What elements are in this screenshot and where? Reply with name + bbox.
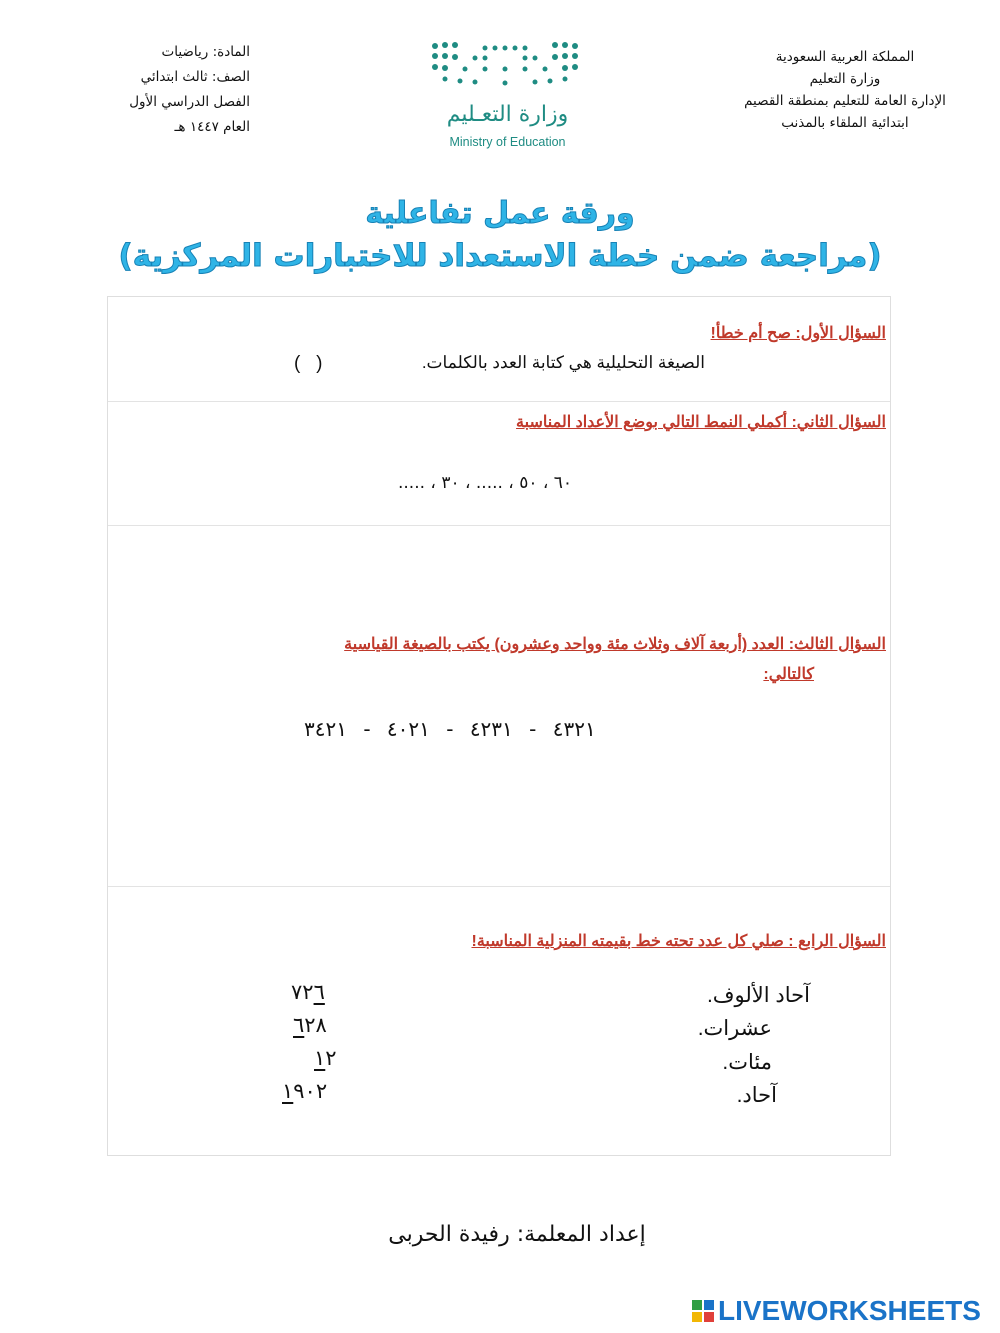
divider <box>108 886 890 887</box>
worksheet-title: ورقة عمل تفاعلية <box>365 196 635 231</box>
digits: ٧٢ <box>291 980 314 1004</box>
number-pattern[interactable]: ٦٠ ، ٥٠ ، ..... ، ٣٠ ، ..... <box>398 473 573 493</box>
questions-box <box>107 296 891 1156</box>
ministry-line: وزارة التعليم <box>809 71 881 87</box>
directorate-line: الإدارة العامة للتعليم بمنطقة القصيم <box>744 93 946 109</box>
digits: ٢٨ <box>304 1013 327 1037</box>
number-item[interactable] <box>282 1079 327 1103</box>
underlined-digit: ١ <box>282 1079 294 1103</box>
true-false-answer-box[interactable]: ( ) <box>294 353 323 374</box>
number-item[interactable] <box>314 1046 337 1070</box>
liveworksheets-watermark[interactable] <box>692 1293 981 1329</box>
author-credit: إعداد المعلمة: رفيدة الحربى <box>388 1222 646 1247</box>
ministry-logo <box>425 36 590 156</box>
term-line: الفصل الدراسي الأول <box>129 94 250 110</box>
divider <box>108 525 890 526</box>
number-item[interactable] <box>291 980 325 1004</box>
question-3-heading-line1: السؤال الثالث: العدد (أربعة آلاف وثلاث مئة وواحد وعشرون) يكتب بالصيغة القياسية <box>344 636 886 653</box>
underlined-digit: ٦ <box>313 980 325 1004</box>
grade-line: الصف: ثالث ابتدائي <box>140 69 250 85</box>
liveworksheets-text: LIVEWORKSHEETS <box>718 1295 981 1326</box>
digits: ٢ <box>325 1046 337 1070</box>
dots-logo-icon <box>425 36 590 102</box>
liveworksheets-logo-icon <box>692 1300 714 1322</box>
divider <box>108 401 890 402</box>
question-1-statement: الصيغة التحليلية هي كتابة العدد بالكلمات. <box>421 353 705 372</box>
school-line: ابتدائية الملقاء بالمذنب <box>781 115 909 131</box>
subject-line: المادة: رياضيات <box>161 44 250 60</box>
year-line: العام ١٤٤٧ هـ <box>174 119 250 135</box>
number-item[interactable] <box>293 1013 327 1037</box>
question-1-heading: السؤال الأول: صح أم خطأ! <box>710 325 886 342</box>
logo-arabic-text: وزارة التعـليم <box>446 102 569 127</box>
digits: ٩٠٢ <box>293 1079 328 1103</box>
question-4-heading: السؤال الرابع : صلي كل عدد تحته خط بقيمته المنزلية المناسبة! <box>471 933 886 950</box>
class-info <box>90 40 250 140</box>
school-header <box>720 46 970 134</box>
underlined-digit: ١ <box>314 1046 326 1070</box>
place-value-hundreds[interactable]: مئات. <box>722 1051 772 1074</box>
underlined-digit: ٦ <box>293 1013 305 1037</box>
place-value-tens[interactable]: عشرات. <box>697 1017 772 1040</box>
logo-english-text: Ministry of Education <box>449 135 566 149</box>
place-value-thousands[interactable]: آحاد الألوف. <box>706 984 810 1007</box>
country-line: المملكة العربية السعودية <box>775 49 915 65</box>
question-3-choices[interactable]: ٤٣٢١ - ٤٢٣١ - ٤٠٢١ - ٣٤٢١ <box>304 717 596 741</box>
place-value-ones[interactable]: آحاد. <box>736 1084 777 1107</box>
question-3-heading-line2: كالتالي: <box>763 666 814 683</box>
question-2-heading: السؤال الثاني: أكملي النمط التالي بوضع الأعداد المناسبة <box>516 414 886 431</box>
worksheet-subtitle: (مراجعة ضمن خطة الاستعداد للاختبارات المركزية) <box>118 238 882 274</box>
